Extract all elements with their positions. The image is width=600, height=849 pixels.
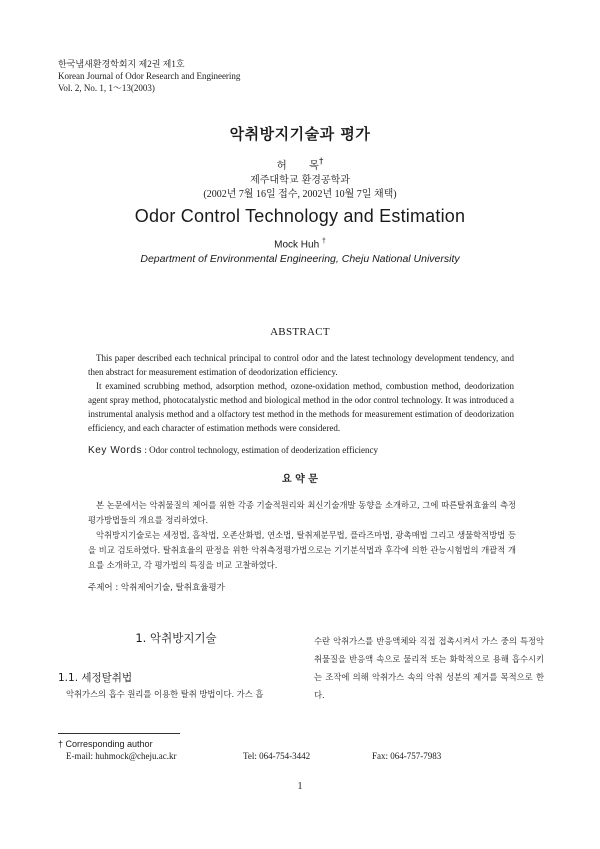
received-accepted-dates: (2002년 7월 16일 접수, 2002년 10월 7일 채택) [203, 189, 397, 200]
korean-summary-body [88, 498, 516, 573]
english-affiliation: Department of Environmental Engineering, Cheju National University [140, 253, 460, 265]
english-keywords [88, 445, 518, 456]
right-column-text: 수란 악취가스를 반응액체와 직접 접촉시켜서 가스 중의 특정악취물질을 반응액 속으로 물리적 또는 화학적으로 용해 흡수시키는 조작에 의해 악취가스 속의 악취 성분의 제거를 목적으로 한다. [314, 636, 544, 700]
korean-summary-heading: 요 약 문 [282, 474, 318, 485]
keywords-label: Key Words [88, 445, 143, 456]
abstract-heading: ABSTRACT [270, 326, 330, 338]
keywords-text: : Odor control technology, estimation of deoderization efficiency [144, 445, 379, 455]
journal-korean-name: 한국냄새환경학회지 제2권 제1호 [58, 59, 185, 69]
abstract-paragraph: It examined scrubbing method, adsorption method, ozone-oxidation method, combustion method, deodorization agent spray method, photocatalystic method and biological method in the odor control technology. It was introduced a instrumental analysis method and a olfactory test method in the methods for measurement estimation of deodorization efficiency, and each character of estimation methods were considered. [88, 381, 514, 433]
english-title: Odor Control Technology and Estimation [134, 206, 466, 226]
korean-keywords: 주제어 : 악취제어기술, 탈취효율평가 [88, 583, 225, 593]
summary-paragraph: 악취방지기술로는 세정법, 흡착법, 오존산화법, 연소법, 탈취제분무법, 플라즈마법, 광촉매법 그리고 생물학적방법 등을 비교 검토하였다. 탈취효율의 판정을 위한 악취측정평가법으로는 기기분석법과 후각에 의한 관능시험법의 개괄적 개요를 소개하고, 각 평가법의 특징을 비교 고찰하였다. [88, 530, 516, 570]
journal-volume: Vol. 2, No. 1, 1～13(2003) [58, 83, 155, 93]
left-column-text: 악취가스의 흡수 원리를 이용한 탈취 방법이다. 가스 흡 [66, 689, 264, 699]
summary-paragraph: 본 논문에서는 악취물질의 제어를 위한 각종 기술적원리와 최신기술개발 동향을 소개하고, 그에 따른탈취효율의 측정평가방법들의 개요를 정리하였다. [88, 500, 516, 525]
abstract-body [88, 351, 514, 435]
subsection-heading: 1.1. 세정탈취법 [58, 672, 133, 684]
korean-affiliation: 제주대학교 환경공학과 [250, 175, 350, 186]
author-phone: Tel: 064-754-3442 [243, 751, 311, 761]
corresponding-mark: † [318, 157, 324, 167]
journal-english-name: Korean Journal of Odor Research and Engineering [58, 71, 241, 81]
korean-title: 악취방지기술과 평가 [229, 125, 371, 143]
english-corresponding-mark: † [321, 238, 326, 245]
corresponding-author-note: † Corresponding author [58, 739, 153, 749]
korean-author-given: 허 [276, 159, 287, 172]
english-author [0, 238, 600, 250]
journal-header [58, 58, 240, 94]
author-email: E-mail: huhmock@cheju.ac.kr [66, 751, 177, 761]
footnote-divider [58, 733, 180, 734]
english-author-name: Mock Huh [274, 239, 320, 251]
korean-author-family: 목 [308, 159, 319, 172]
author-fax: Fax: 064-757-7983 [372, 751, 442, 761]
section-heading: 1. 악취방지기술 [135, 631, 217, 645]
page-number: 1 [297, 781, 303, 792]
abstract-paragraph: This paper described each technical principal to control odor and the latest technology development tendency, and then abstract for measurement estimation of deodorization efficiency. [88, 353, 514, 377]
